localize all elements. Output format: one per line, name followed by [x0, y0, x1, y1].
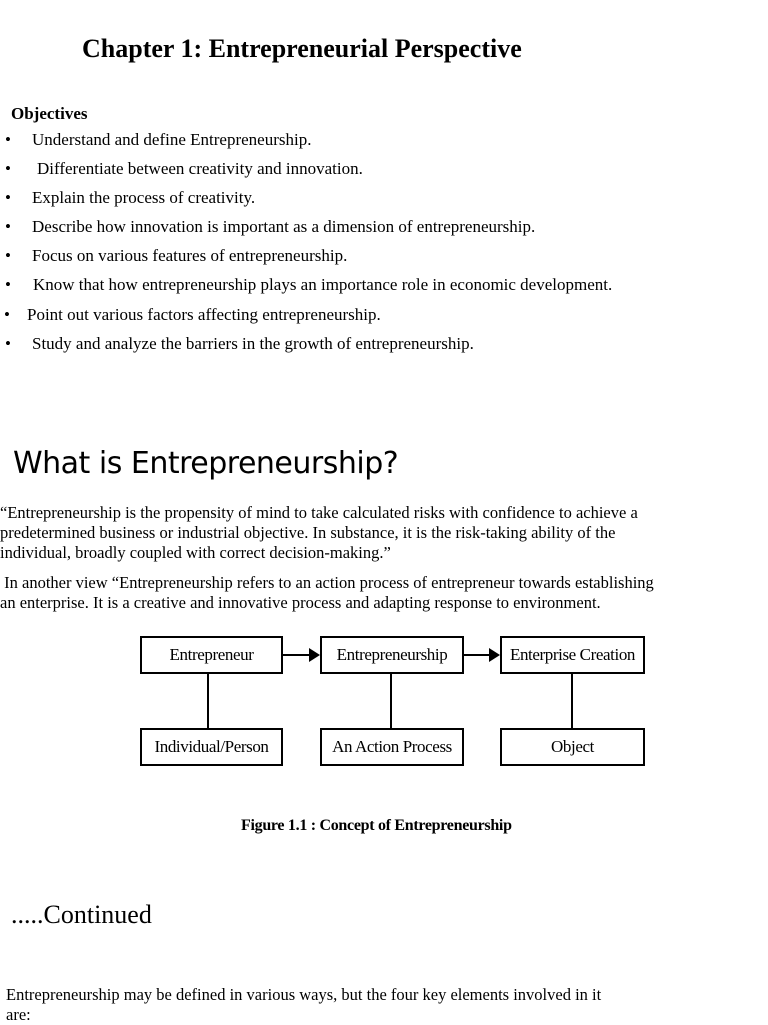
- section-title: What is Entrepreneurship?: [13, 446, 399, 481]
- objective-text: Explain the process of creativity.: [32, 188, 256, 207]
- paragraph-line: Entrepreneurship may be defined in various ways, but the four key elements involved in it: [6, 985, 602, 1004]
- bullet-icon: •: [5, 334, 11, 353]
- paragraph-line: “Entrepreneurship is the propensity of mind to take calculated risks with confidence to achieve a: [0, 503, 638, 522]
- figure-box-entrepreneur: Entrepreneur: [140, 636, 283, 674]
- continued-paragraph: [0, 985, 768, 1025]
- connector-line: [571, 674, 573, 728]
- objective-text: Understand and define Entrepreneurship.: [32, 130, 312, 149]
- paragraph-line: are:: [6, 1005, 31, 1024]
- figure-box-object: Object: [500, 728, 645, 766]
- arrow-right-icon: [489, 648, 500, 662]
- bullet-icon: •: [5, 246, 11, 265]
- connector-line: [390, 674, 392, 728]
- bullet-icon: •: [4, 305, 10, 324]
- objective-text: Describe how innovation is important as a dimension of entrepreneurship.: [32, 217, 536, 236]
- objectives-heading: Objectives: [11, 104, 88, 123]
- arrow-line: [283, 654, 310, 656]
- concept-figure: [136, 632, 648, 772]
- objective-text: Know that how entrepreneurship plays an importance role in economic development.: [33, 275, 613, 294]
- figure-box-individual-person: Individual/Person: [140, 728, 283, 766]
- connector-line: [207, 674, 209, 728]
- objective-text: Differentiate between creativity and innovation.: [37, 159, 363, 178]
- chapter-title: Chapter 1: Entrepreneurial Perspective: [82, 34, 522, 63]
- objective-text: Study and analyze the barriers in the growth of entrepreneurship.: [32, 334, 474, 353]
- arrow-right-icon: [309, 648, 320, 662]
- figure-box-entrepreneurship: Entrepreneurship: [320, 636, 464, 674]
- paragraph-line: predetermined business or industrial objective. In substance, it is the risk-taking ability of the: [0, 523, 616, 542]
- bullet-icon: •: [5, 217, 11, 236]
- figure-box-action-process: An Action Process: [320, 728, 464, 766]
- arrow-line: [464, 654, 490, 656]
- bullet-icon: •: [5, 130, 11, 149]
- bullet-icon: •: [5, 275, 11, 294]
- bullet-icon: •: [5, 188, 11, 207]
- bullet-icon: •: [5, 159, 11, 178]
- definition-paragraph: [0, 503, 768, 563]
- another-view-paragraph: [0, 573, 768, 613]
- figure-box-enterprise-creation: Enterprise Creation: [500, 636, 645, 674]
- figure-caption: Figure 1.1 : Concept of Entrepreneurship: [241, 817, 512, 834]
- objective-text: Focus on various features of entrepreneurship.: [32, 246, 348, 265]
- paragraph-line: In another view “Entrepreneurship refers to an action process of entrepreneur towards establishing: [0, 573, 654, 592]
- paragraph-line: individual, broadly coupled with correct decision-making.”: [0, 543, 391, 562]
- objective-text: Point out various factors affecting entrepreneurship.: [27, 305, 381, 324]
- paragraph-line: an enterprise. It is a creative and innovative process and adapting response to environment.: [0, 593, 601, 612]
- continued-heading: .....Continued: [11, 900, 152, 929]
